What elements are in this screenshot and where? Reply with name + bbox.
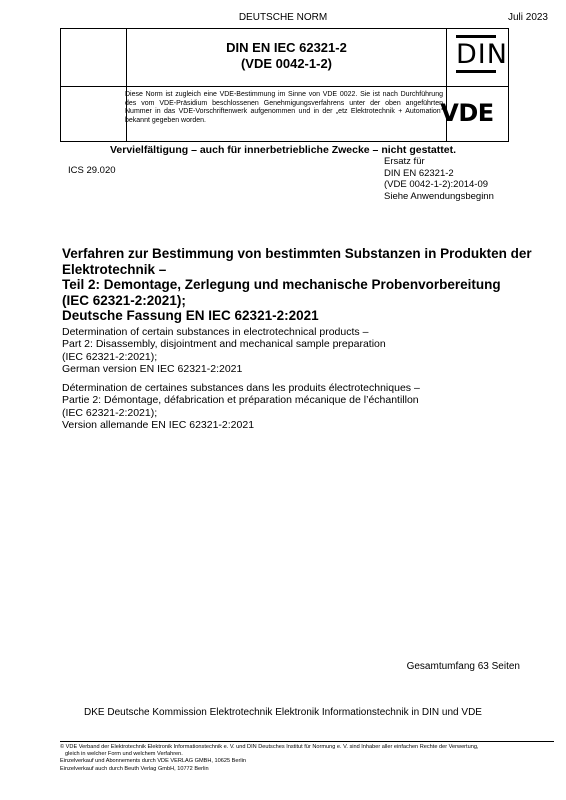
title-line: German version EN IEC 62321-2:2021 <box>62 362 243 375</box>
application-note: Siehe Anwendungsbeginn <box>384 190 494 202</box>
title-line: Determination of certain substances in electrotechnical products – <box>62 326 369 338</box>
footer-divider <box>60 741 554 742</box>
vde-logo: VDE <box>440 99 494 127</box>
footer-line: © VDE Verband der Elektrotechnik Elektronik Informationstechnik e. V. und DIN Deutsches Institut für Normung e. V. sind Inhaber aller einfachen Rechte der Verwertung, <box>60 744 479 750</box>
committee-line: DKE Deutsche Kommission Elektrotechnik Elektronik Informationstechnik in DIN und VDE <box>84 707 482 718</box>
replaced-standard: DIN EN 62321-2 <box>384 167 454 179</box>
reproduction-notice: Vervielfältigung – auch für innerbetriebliche Zwecke – nicht gestattet. <box>109 144 456 156</box>
replaced-vde-number: (VDE 0042-1-2):2014-09 <box>384 179 489 191</box>
replaces-label: Ersatz für <box>384 156 425 167</box>
copyright-footer <box>60 744 560 773</box>
document-series: DEUTSCHE NORM <box>238 12 328 23</box>
title-line: Partie 2: Démontage, défabrication et préparation mécanique de l’échantillon <box>62 394 419 407</box>
din-logo-bottom-bar <box>456 70 496 73</box>
standard-title-block <box>127 40 446 72</box>
title-box <box>60 28 509 87</box>
footer-line: Einzelverkauf auch durch Beuth Verlag GmbH, 10772 Berlin <box>60 765 209 772</box>
title-line: Part 2: Disassembly, disjointment and mechanical sample preparation <box>62 338 386 351</box>
title-line: Version allemande EN IEC 62321-2:2021 <box>62 418 255 431</box>
title-german <box>62 246 532 324</box>
title-line: Détermination de certaines substances dans les produits électrotechniques – <box>62 382 420 394</box>
title-line: (IEC 62321-2:2021); <box>62 350 158 363</box>
standard-number: DIN EN IEC 62321-2 <box>226 40 347 55</box>
vde-notice: Diese Norm ist zugleich eine VDE-Bestimmung im Sinne von VDE 0022. Sie ist nach Durchführung des vom VDE-Präsidium beschlossenen Genehmigungsverfahrens unter der oben angeführten Nummer in das VDE-Vorschriftenwerk aufgenommen und in der „etz Elektrotechnik + Automation“ bekannt gegeben worden. <box>125 91 443 124</box>
publication-date: Juli 2023 <box>507 12 548 23</box>
total-pages: Gesamtumfang 63 Seiten <box>406 661 520 672</box>
title-line: Teil 2: Demontage, Zerlegung und mechanische Probenvorbereitung <box>62 277 501 293</box>
title-french <box>62 382 532 431</box>
divider-right <box>446 29 447 87</box>
title-line: Verfahren zur Bestimmung von bestimmten Substanzen in Produkten der <box>62 246 532 261</box>
notice-box <box>60 86 509 142</box>
din-logo-top-bar <box>456 35 496 38</box>
title-line: Deutsche Fassung EN IEC 62321-2:2021 <box>62 308 319 324</box>
footer-line: gleich in welcher Form und welchem Verfahren. <box>65 751 183 758</box>
title-line: (IEC 62321-2:2021); <box>62 406 158 419</box>
title-line: (IEC 62321-2:2021); <box>62 292 186 308</box>
ics-code: ICS 29.020 <box>68 165 116 176</box>
replacement-info <box>384 156 494 202</box>
din-logo-text: DIN <box>456 39 508 70</box>
title-line: Elektrotechnik – <box>62 261 167 277</box>
footer-line: Einzelverkauf und Abonnements durch VDE VERLAG GMBH, 10625 Berlin <box>60 758 246 765</box>
vde-number: (VDE 0042-1-2) <box>240 56 333 71</box>
title-english <box>62 326 532 375</box>
din-logo <box>456 35 508 73</box>
